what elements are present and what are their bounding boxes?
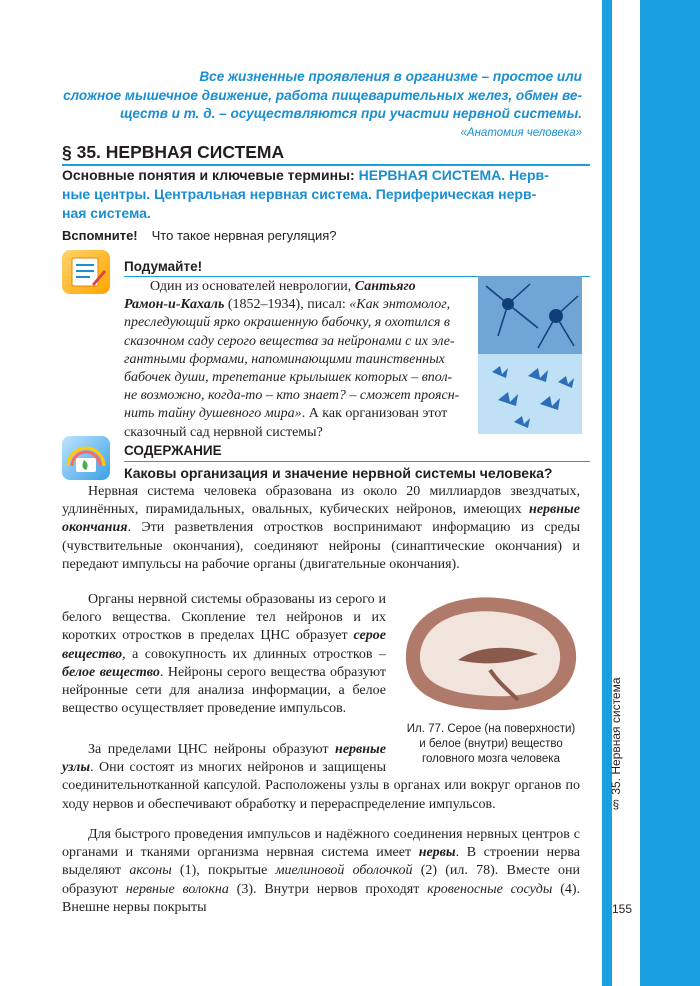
running-header: § 35. Нервная система (609, 677, 623, 812)
paragraph: Органы нервной системы образованы из серого и белого вещества. Скопление тел нейронов и их коротких отростков в пределах ЦНС образует серое вещество, а совокупность их длинных отростков – белое вещество. Нейроны серого вещества образуют нейронные сети для анализа информации, а белое вещество осуществляет проведение импульсов. (62, 592, 386, 717)
term: кровеносные сосуды (427, 881, 553, 897)
think-label: Подумайте! (124, 259, 203, 274)
sidebar-stripe (602, 0, 612, 986)
notepad-icon (62, 250, 110, 294)
page-sidebar (600, 0, 700, 986)
recall-label: Вспомните! (62, 228, 138, 243)
page-title: § 35. НЕРВНАЯ СИСТЕМА (62, 142, 285, 162)
term: нервы (418, 845, 456, 861)
think-line: . А как организован этот (301, 406, 448, 422)
content-label: СОДЕРЖАНИЕ (124, 443, 222, 458)
term: нервные волокна (125, 881, 229, 897)
quote-line: нить тайну душевного мира» (124, 406, 302, 422)
key-term: ная система. (62, 205, 151, 221)
paragraph: Для быстрого проведения импульсов и надёжного соединения нервных центров с органами и тканями организма нервная система имеет нервы. В строении нерва выделяют аксоны (1), покрытые миелиновой оболочкой (2) (ил. 78). Вместе они образуют нервные волокна (3). Внутри нервов проходят кровеносные сосуды (4). Внешне нервы покрыты (62, 827, 581, 915)
scientist-name: Рамон-и-Кахаль (124, 297, 225, 313)
think-line: (1852–1934), писал: (224, 297, 350, 313)
key-term: ные центры. Центральная нервная система. Периферическая нерв- (62, 186, 537, 202)
recall-question: Что такое нервная регуляция? (151, 228, 337, 243)
figure-caption: Ил. 77. Серое (на поверхности) и белое (внутри) вещество головного мозга человека (406, 723, 576, 765)
think-line: сказочный сад нервной системы? (124, 424, 323, 440)
scientist-name: Сантьяго (354, 279, 416, 294)
quote-line: «Как энтомолог, (349, 297, 451, 313)
term: белое вещество (62, 664, 160, 680)
content-question: Каковы организация и значение нервной системы человека? (124, 465, 553, 481)
quote-line: гантными формами, напоминающими таинственных (124, 351, 445, 367)
key-terms (62, 166, 590, 223)
paragraph: За пределами ЦНС нейроны образуют нервные узлы. Они состоят из многих нейронов и защищены соединительнотканной капсулой. Расположены узлы в органах или вокруг органов по ходу нервов и обеспечивают обработку и перераспределение импульсов. (62, 742, 580, 812)
think-line: Один из основателей неврологии, (150, 279, 355, 294)
term: нервные узлы (62, 742, 386, 776)
epigraph-line: Все жизненные проявления в организме – простое или (199, 69, 582, 84)
key-terms-label: Основные понятия и ключевые термины: (62, 167, 359, 183)
epigraph-line: сложное мышечное движение, работа пищеварительных желез, обмен ве- (63, 87, 582, 103)
brain-section-image (398, 590, 582, 718)
quote-line: бабочек души, трепетание крылышек которых – впол- (124, 370, 453, 386)
think-text (124, 278, 472, 442)
term: аксоны (129, 863, 172, 879)
quote-line: преследующий ярко окрашенную бабочку, я охотился в (124, 315, 450, 331)
term: миелиновой оболочкой (275, 863, 413, 879)
epigraph (60, 68, 582, 142)
epigraph-source: «Анатомия человека» (460, 126, 582, 139)
rainbow-leaf-icon (62, 436, 110, 480)
paragraph: Нервная система человека образована из около 20 миллиардов звездчатых, удлинённых, пирамидальных, овальных, кубических нейронов, имеющих нервные окончания. Эти разветвления отростков воспринимают информацию из среды (чувствительные окончания), соединяют нейроны (синаптические окончания) и передают импульсы на рабочие органы (двигательные окончания). (62, 484, 580, 572)
term: нервные окончания (62, 502, 580, 536)
recall-block (62, 228, 337, 243)
epigraph-line: ществ и т. д. – осуществляются при участии нервной системы. (119, 106, 582, 121)
sidebar-band (640, 0, 700, 986)
content-rule (124, 461, 590, 462)
neurons-butterflies-image (478, 276, 582, 434)
term: серое вещество (62, 628, 386, 662)
key-term: НЕРВНАЯ СИСТЕМА. Нерв- (358, 167, 549, 183)
quote-line: сказочном саду серого вещества за нейронами с их эле- (124, 333, 455, 349)
figure-wrap-spacer (386, 741, 580, 777)
quote-line: не возможно, когда-то – кто знает? – сможет проясн- (124, 388, 460, 404)
page-number: 155 (612, 902, 633, 916)
